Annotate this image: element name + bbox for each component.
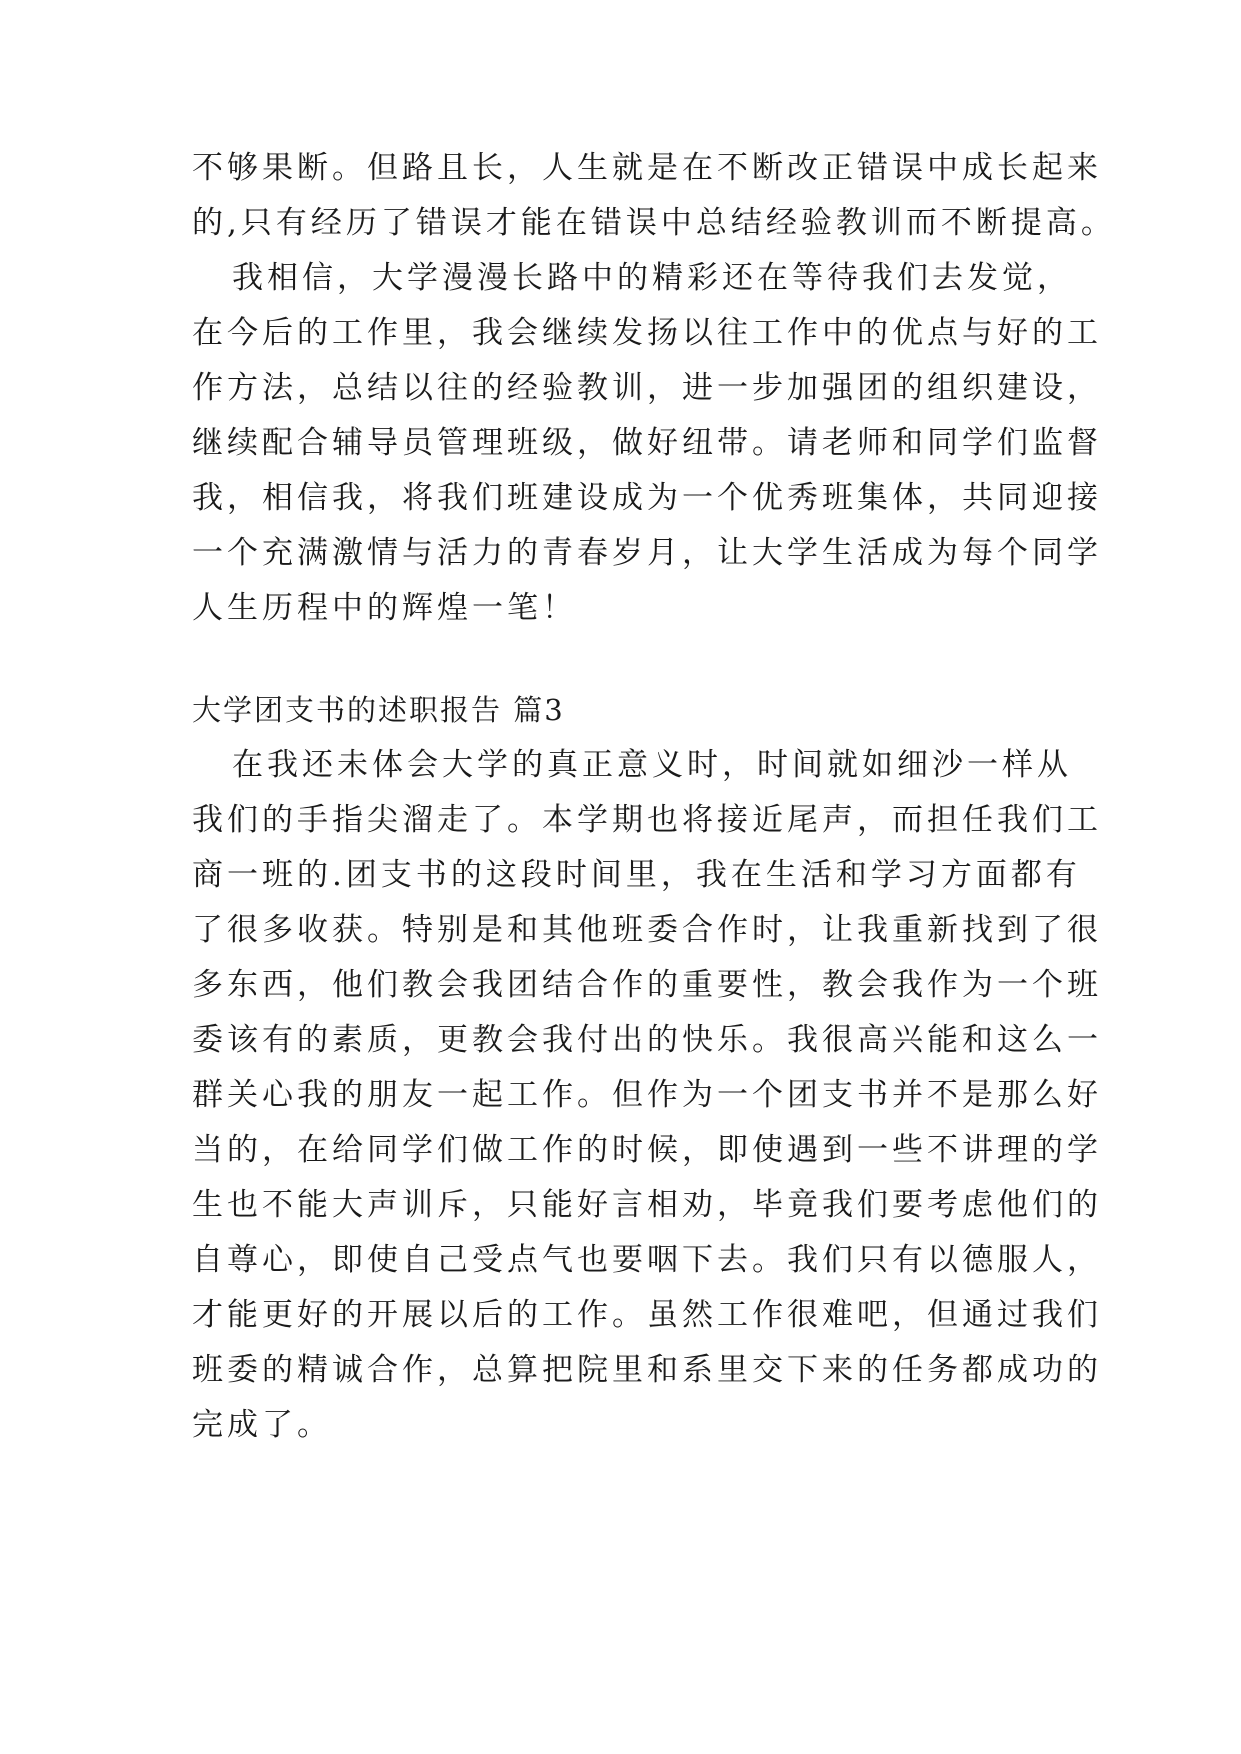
paragraph-line: 完成了。: [192, 1407, 332, 1443]
paragraph-line: 群关心我的朋友一起工作。但作为一个团支书并不是那么好: [192, 1077, 1102, 1113]
paragraph-line: 当的，在给同学们做工作的时候，即使遇到一些不讲理的学: [192, 1132, 1102, 1168]
paragraph-line: 我们的手指尖溜走了。本学期也将接近尾声，而担任我们工: [192, 802, 1102, 838]
paragraph-line: 我，相信我，将我们班建设成为一个优秀班集体，共同迎接: [192, 480, 1102, 516]
paragraph-line: 生也不能大声训斥，只能好言相劝，毕竟我们要考虑他们的: [192, 1187, 1102, 1223]
paragraph-line: 作方法，总结以往的经验教训，进一步加强团的组织建设，: [192, 370, 1102, 406]
paragraph-line: 商一班的.团支书的这段时间里，我在生活和学习方面都有: [192, 857, 1081, 893]
paragraph-line: 不够果断。但路且长，人生就是在不断改正错误中成长起来: [192, 150, 1102, 186]
paragraph-line: 我相信，大学漫漫长路中的精彩还在等待我们去发觉，: [232, 260, 1072, 296]
paragraph-line: 继续配合辅导员管理班级，做好纽带。请老师和同学们监督: [192, 425, 1102, 461]
paragraph-line: 一个充满激情与活力的青春岁月，让大学生活成为每个同学: [192, 535, 1102, 571]
paragraph-line: 的,只有经历了错误才能在错误中总结经验教训而不断提高。: [192, 205, 1116, 241]
paragraph-line: 在我还未体会大学的真正意义时，时间就如细沙一样从: [232, 747, 1072, 783]
paragraph-line: 委该有的素质，更教会我付出的快乐。我很高兴能和这么一: [192, 1022, 1102, 1058]
paragraph-line: 在今后的工作里，我会继续发扬以往工作中的优点与好的工: [192, 315, 1102, 351]
paragraph-line: 多东西，他们教会我团结合作的重要性，教会我作为一个班: [192, 967, 1102, 1003]
paragraph-line: 自尊心，即使自己受点气也要咽下去。我们只有以德服人，: [192, 1242, 1102, 1278]
paragraph-line: 了很多收获。特别是和其他班委合作时，让我重新找到了很: [192, 912, 1102, 948]
paragraph-line: 才能更好的开展以后的工作。虽然工作很难吧，但通过我们: [192, 1297, 1102, 1333]
section-heading: 大学团支书的述职报告 篇3: [192, 693, 565, 727]
paragraph-line: 人生历程中的辉煌一笔！: [192, 590, 577, 626]
paragraph-line: 班委的精诚合作，总算把院里和系里交下来的任务都成功的: [192, 1352, 1102, 1388]
